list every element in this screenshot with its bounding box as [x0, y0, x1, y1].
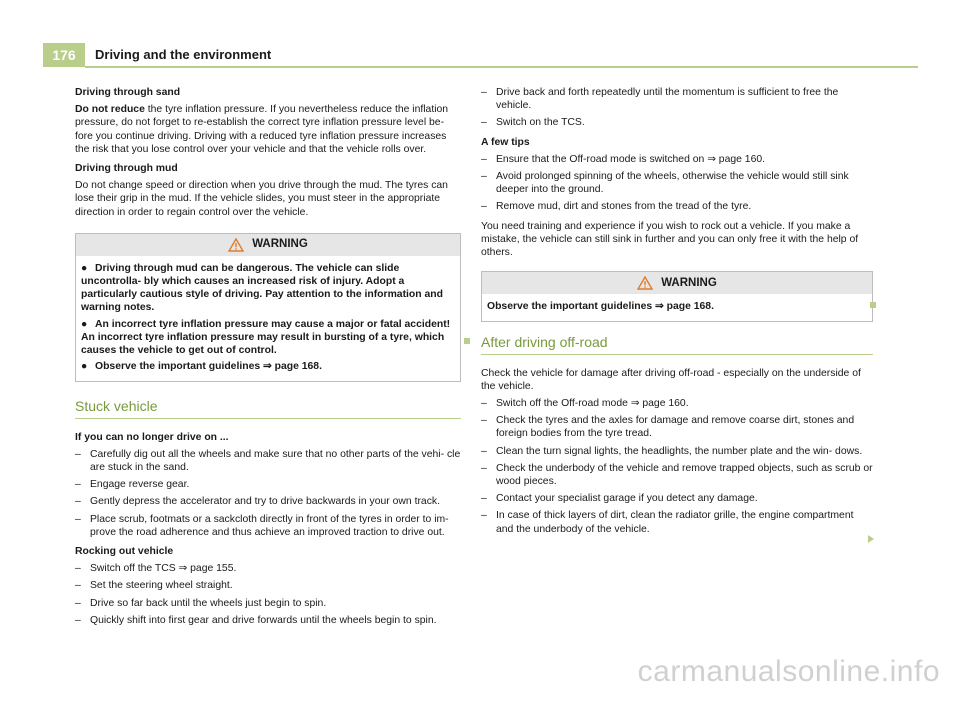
- stuck-heading: If you can no longer drive on ...: [75, 431, 229, 443]
- warning-item-text: Driving through mud can be dangerous. The vehicle can slide uncontrolla- bly which causes an increased risk of injury. Adopt a particularly cautious style of driving. Pay attention to the information and warning notes.: [81, 262, 443, 314]
- list-item: – Switch on the TCS.: [481, 117, 585, 129]
- warning-item: [81, 318, 455, 358]
- warning-box-mud: [75, 233, 461, 383]
- sand-lead: Do not reduce: [75, 104, 145, 116]
- list-item: – Avoid prolonged spinning of the wheels, otherwise the vehicle would still sink deeper into the ground.: [481, 171, 849, 196]
- list-item: – Drive back and forth repeatedly until the momentum is sufficient to free the vehicle.: [481, 87, 839, 112]
- rocking-list: [75, 562, 461, 627]
- tips-list: [481, 153, 873, 214]
- list-item: – Carefully dig out all the wheels and make sure that no other parts of the vehi- cle are stuck in the sand.: [75, 448, 461, 474]
- sand-text: the tyre inflation pressure. If you nevertheless reduce the inflation pressure, do not forget to re-establish the correct tyre inflation pressure level be- fore you continue driving. Driving with a reduced tyre inflation pressure increases the risk that you lose control over your vehicle and that the vehicle rolls over.: [75, 104, 449, 155]
- list-item: – Drive so far back until the wheels just begin to spin.: [75, 597, 327, 609]
- sand-paragraph: [75, 103, 461, 156]
- list-item: – Switch off the Off-road mode ⇒ page 160.: [481, 398, 689, 410]
- watermark: carmanualsonline.info: [637, 655, 940, 688]
- bullet-icon: ●: [81, 361, 88, 373]
- after-list: [481, 397, 873, 536]
- warning-item: [81, 262, 455, 315]
- warning-title: WARNING: [252, 238, 308, 251]
- training-paragraph: You need training and experience if you wish to rock out a vehicle. If you make a mistake, the vehicle can still sink in further and you can only free it with the help of others.: [481, 220, 859, 259]
- end-square-icon: [870, 302, 876, 308]
- section-title-after-driving: After driving off-road: [481, 336, 873, 354]
- warning-box-guidelines: [481, 271, 873, 322]
- after-paragraph: Check the vehicle for damage after driving off-road - especially on the underside of the vehicle.: [481, 367, 861, 392]
- bullet-icon: ●: [81, 318, 88, 330]
- header-title: Driving and the environment: [95, 47, 272, 62]
- list-item: – In case of thick layers of dirt, clean the radiator grille, the engine compartment and the underbody of the vehicle.: [481, 510, 854, 535]
- list-item: – Check the underbody of the vehicle and remove trapped objects, such as scrub or wood pieces.: [481, 462, 873, 488]
- warning-triangle-icon: [637, 276, 653, 290]
- warning-body: [76, 256, 460, 382]
- warning-header: [76, 234, 460, 256]
- warning-body: [482, 294, 872, 321]
- header-rule: [85, 66, 918, 68]
- list-item: – Set the steering wheel straight.: [75, 580, 233, 592]
- list-item: – Gently depress the accelerator and try to drive backwards in your own track.: [75, 496, 440, 508]
- warning-item: [81, 360, 455, 373]
- warning-item-text: Observe the important guidelines ⇒ page 168.: [95, 361, 322, 373]
- sand-heading: Driving through sand: [75, 87, 181, 98]
- list-item: – Clean the turn signal lights, the headlights, the number plate and the win- dows.: [481, 445, 863, 457]
- list-item: – Place scrub, footmats or a sackcloth directly in front of the tyres in order to im- prove the road adherence and thus achieve an improved traction to drive out.: [75, 513, 449, 538]
- warning-triangle-icon: [228, 238, 244, 252]
- warning-item-text: An incorrect tyre inflation pressure may cause a major or fatal accident! An incorrect tyre inflation pressure may result in bursting of a tyre, which causes the vehicle to get out of control.: [81, 318, 451, 357]
- continue-arrow-icon: [868, 535, 874, 543]
- bullet-icon: ●: [81, 262, 88, 274]
- warning-title: WARNING: [661, 276, 717, 289]
- list-item: – Engage reverse gear.: [75, 479, 190, 491]
- list-item: – Check the tyres and the axles for damage and remove coarse dirt, stones and foreign bodies from the tyre tread.: [481, 415, 855, 440]
- page-header: [0, 0, 960, 78]
- warning-item-text: Observe the important guidelines ⇒ page 168.: [487, 301, 714, 313]
- warning-header: [482, 272, 872, 294]
- right-column: [481, 86, 873, 540]
- left-column: [75, 86, 461, 631]
- mud-heading: Driving through mud: [75, 163, 178, 175]
- list-item: – Switch off the TCS ⇒ page 155.: [75, 563, 237, 575]
- end-square-icon: [464, 338, 470, 344]
- mud-paragraph: Do not change speed or direction when you drive through the mud. The tyres can lose their grip in the mud. If the vehicle slides, you must steer in the appropriate direction in order to regain control over the vehicle.: [75, 180, 448, 218]
- section-title-stuck-vehicle: Stuck vehicle: [75, 400, 461, 418]
- rocking-heading: Rocking out vehicle: [75, 546, 174, 558]
- tips-heading: A few tips: [481, 136, 530, 148]
- list-item: – Ensure that the Off-road mode is switched on ⇒ page 160.: [481, 153, 766, 165]
- list-item: – Contact your specialist garage if you detect any damage.: [481, 493, 758, 505]
- list-item: – Remove mud, dirt and stones from the tread of the tyre.: [481, 201, 752, 213]
- rocking-continued-list: [481, 86, 873, 130]
- list-item: – Quickly shift into first gear and drive forwards until the wheels begin to spin.: [75, 614, 437, 626]
- stuck-list: [75, 448, 461, 539]
- page-number: 176: [43, 43, 85, 67]
